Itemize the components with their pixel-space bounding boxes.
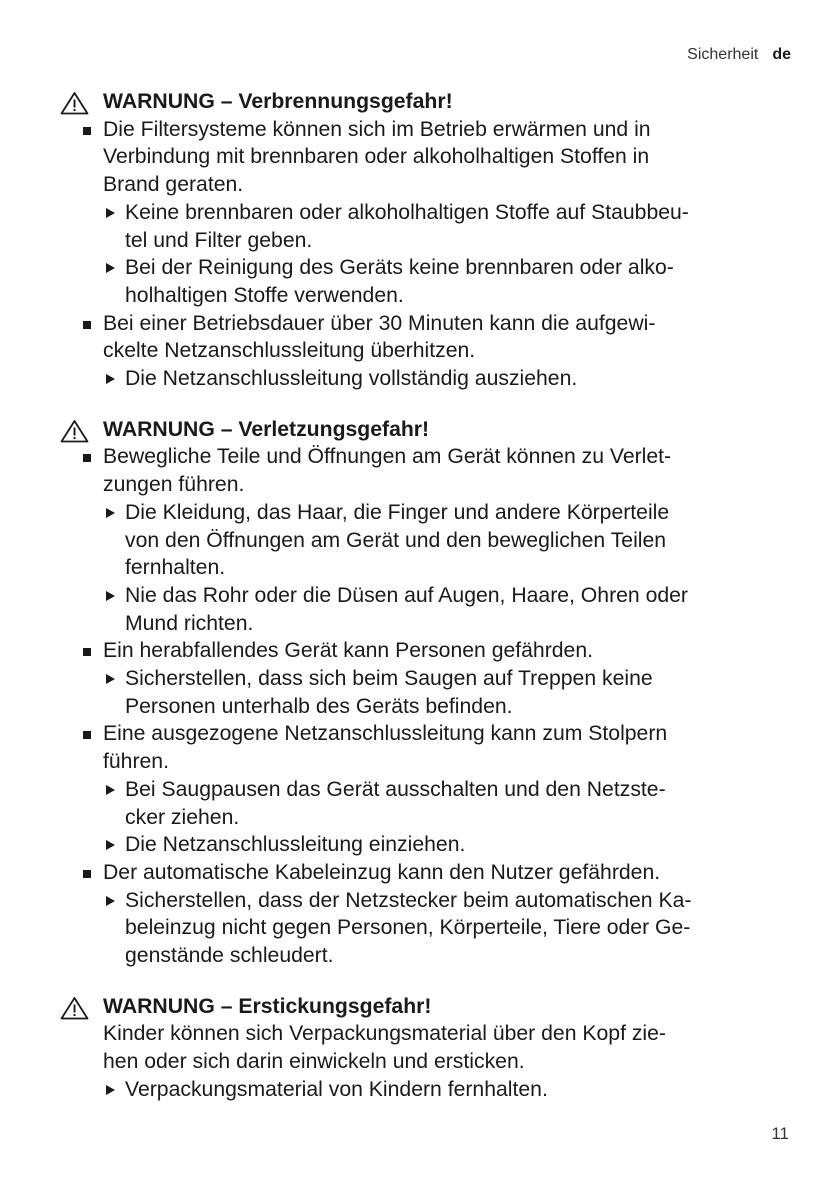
page-header [687,46,791,64]
bullet-text-line: zungen führen. [103,473,245,497]
bullet-text-line: Der automatische Kabeleinzug kann den Nutzer gefährden. [103,860,661,884]
action-text-line: Keine brennbaren oder alkoholhaltigen Stoffe auf Staubbeu- [125,200,689,224]
safety-content [60,88,795,1127]
action-item [103,665,795,720]
warning-title: WARNUNG – Verletzungsgefahr! [103,417,430,441]
bullet-item [103,443,795,637]
bullet-item [103,116,795,310]
action-text-line: Die Netzanschlussleitung einziehen. [125,833,466,857]
action-item [103,776,795,831]
action-text-line: Bei Saugpausen das Gerät ausschalten und den Netzste- [125,777,666,801]
warning-heading [60,88,795,116]
section-label: Sicherheit [687,46,759,63]
language-code: de [772,46,791,63]
bullet-text-line: führen. [103,750,169,774]
bullet-square-icon [83,454,91,462]
warning-heading [60,416,795,444]
page-number: 11 [771,1124,789,1143]
warning-triangle-icon [60,996,89,1020]
bullet-item [103,637,795,720]
bullet-square-icon [83,321,91,329]
bullet-square-icon [83,870,91,878]
action-text-line: Die Kleidung, das Haar, die Finger und andere Körperteile [125,500,670,524]
action-text-line: cker ziehen. [125,805,240,829]
arrow-right-icon [106,785,115,795]
bullet-item [103,859,795,970]
warning-triangle-icon [60,419,89,443]
warning-block [60,88,795,393]
warning-body [60,116,795,393]
arrow-right-icon [106,674,115,684]
bullet-item [103,720,795,859]
bullet-text-line: Verbindung mit brennbaren oder alkoholhaltigen Stoffen in [103,145,650,169]
arrow-right-icon [106,508,115,518]
arrow-right-icon [106,263,115,273]
action-item [103,831,795,859]
action-text-line: Mund richten. [125,611,254,635]
action-item [103,499,795,582]
warning-body [60,443,795,969]
action-text-line: Sicherstellen, dass der Netzstecker beim automatischen Ka- [125,888,692,912]
action-text-line: holhaltigen Stoffe verwenden. [125,283,404,307]
action-item [103,254,795,309]
action-text-line: tel und Filter geben. [125,228,313,252]
action-text-line: beleinzug nicht gegen Personen, Körperteile, Tiere oder Ge- [125,916,691,940]
bullet-text-line: Eine ausgezogene Netzanschlussleitung kann zum Stolpern [103,722,668,746]
warning-title: WARNUNG – Erstickungsgefahr! [103,994,432,1018]
bullet-item [103,310,795,393]
bullet-square-icon [83,648,91,656]
action-text-line: von den Öffnungen am Gerät und den beweglichen Teilen [125,528,667,552]
warning-text-line: Kinder können sich Verpackungsmaterial über den Kopf zie- [103,1022,666,1046]
action-text-line: Die Netzanschlussleitung vollständig ausziehen. [125,367,578,391]
action-item [103,582,795,637]
action-text-line: Sicherstellen, dass sich beim Saugen auf Treppen keine [125,667,653,691]
action-item [103,199,795,254]
arrow-right-icon [106,374,115,384]
warning-block [60,993,795,1104]
warning-title: WARNUNG – Verbrennungsgefahr! [103,90,453,113]
bullet-text-line: Die Filtersysteme können sich im Betrieb erwärmen und in [103,117,651,141]
action-text-line: Nie das Rohr oder die Düsen auf Augen, Haare, Ohren oder [125,583,688,607]
arrow-right-icon [106,591,115,601]
action-item [103,1076,795,1104]
warning-heading [60,993,795,1021]
bullet-text-line: Brand geraten. [103,173,244,197]
warning-triangle-icon [60,91,89,115]
action-item [103,887,795,970]
bullet-text-line: Bewegliche Teile und Öffnungen am Gerät können zu Verlet- [103,445,672,469]
bullet-text-line: ckelte Netzanschlussleitung überhitzen. [103,339,476,363]
action-text-line: Bei der Reinigung des Geräts keine brennbaren oder alko- [125,256,674,280]
arrow-right-icon [106,208,115,218]
arrow-right-icon [106,896,115,906]
bullet-text-line: Ein herabfallendes Gerät kann Personen gefährden. [103,639,594,663]
warning-text-line: hen oder sich darin einwickeln und ersticken. [103,1050,525,1074]
bullet-text-line: Bei einer Betriebsdauer über 30 Minuten kann die aufgewi- [103,311,656,335]
action-item [103,365,795,393]
action-text-line: fernhalten. [125,556,226,580]
action-text-line: genstände schleudert. [125,944,334,968]
action-text: Verpackungsmaterial von Kindern fernhalten. [125,1077,548,1101]
warning-block [60,416,795,970]
arrow-right-icon [106,1085,115,1095]
action-text-line: Personen unterhalb des Geräts befinden. [125,694,513,718]
bullet-square-icon [83,731,91,739]
bullet-square-icon [83,127,91,135]
warnings-list [60,88,795,970]
arrow-right-icon [106,840,115,850]
